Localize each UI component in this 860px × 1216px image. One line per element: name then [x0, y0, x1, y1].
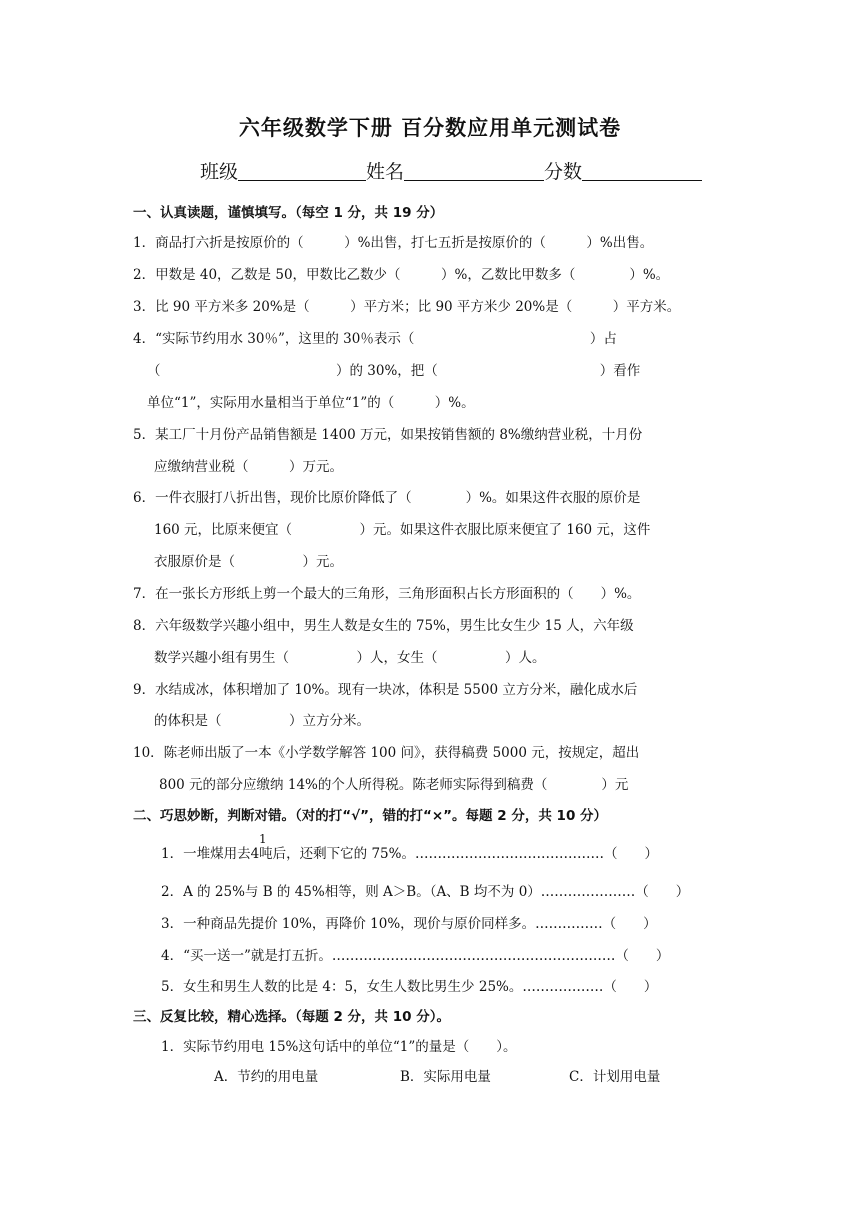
section-2-heading: 二、巧思妙断，判断对错。（对的打“√”，错的打“×”。每题 2 分，共 10 分）	[133, 808, 608, 824]
question-line: 1．商品打六折是按原价的（ ）%出售，打七五折是按原价的（ ）%出售。	[133, 235, 654, 251]
judgment-line: 1．一堆煤用去4吨后，还剩下它的 75%。……………………………………（ ）	[161, 846, 658, 862]
option-c[interactable]: C．计划用电量	[569, 1069, 661, 1085]
class-label: 班级	[200, 161, 239, 183]
question-line: 9．水结成冰，体积增加了 10%。现有一块冰，体积是 5500 立方分米，融化成水后	[133, 682, 638, 698]
question-line: （ ）的 30%，把（ ）看作	[147, 363, 641, 379]
question-line: 应缴纳营业税（ ）万元。	[154, 459, 343, 475]
question-line: 7．在一张长方形纸上剪一个最大的三角形，三角形面积占长方形面积的（ ）%。	[133, 586, 641, 602]
class-blank[interactable]	[238, 162, 366, 181]
option-b[interactable]: B．实际用电量	[400, 1069, 491, 1085]
question-line: 10．陈老师出版了一本《小学数学解答 100 问》，获得稿费 5000 元，按规定，超出	[133, 745, 640, 761]
name-blank[interactable]	[404, 162, 544, 181]
question-line: 8．六年级数学兴趣小组中，男生人数是女生的 75%，男生比女生少 15 人，六年级	[133, 618, 634, 634]
choice-question: 1．实际节约用电 15%这句话中的单位“1”的量是（ ）。	[161, 1039, 517, 1055]
question-line: 3．比 90 平方米多 20%是（ ）平方米；比 90 平方米少 20%是（ ）平方米。	[133, 299, 681, 315]
question-line: 6．一件衣服打八折出售，现价比原价降低了（ ）%。如果这件衣服的原价是	[133, 490, 641, 506]
student-info-line	[200, 157, 702, 184]
question-line: 数学兴趣小组有男生（ ）人，女生（ ）人。	[154, 650, 546, 666]
question-line: 单位“1”，实际用水量相当于单位“1”的（ ）%。	[147, 395, 475, 411]
question-line: 衣服原价是（ ）元。	[154, 554, 343, 570]
page-title: 六年级数学下册 百分数应用单元测试卷	[238, 116, 622, 140]
option-a[interactable]: A．节约的用电量	[214, 1069, 319, 1085]
section-3-heading: 三、反复比较，精心选择。（每题 2 分，共 10 分）。	[133, 1009, 450, 1025]
judgment-line: 2．A 的 25%与 B 的 45%相等，则 A＞B。（A、B 均不为 0）…………………（ ）	[161, 884, 690, 900]
judgment-line: 5．女生和男生人数的比是 4：5，女生人数比男生少 25%。………………（ ）	[161, 979, 658, 995]
question-line: 160 元，比原来便宜（ ）元。如果这件衣服比原来便宜了 160 元，这件	[154, 522, 651, 538]
score-blank[interactable]	[582, 162, 702, 181]
question-line: 的体积是（ ）立方分米。	[154, 713, 370, 729]
question-line: 4．“实际节约用水 30％”，这里的 30％表示（ ）占	[133, 331, 617, 347]
name-label: 姓名	[366, 161, 405, 183]
question-line: 800 元的部分应缴纳 14%的个人所得税。陈老师实际得到稿费（ ）元	[159, 777, 629, 793]
question-line: 5．某工厂十月份产品销售额是 1400 万元，如果按销售额的 8%缴纳营业税，十月份	[133, 427, 643, 443]
judgment-line: 4．“买一送一”就是打五折。………………………………………………………（ ）	[161, 948, 670, 964]
judgment-line: 3．一种商品先提价 10%，再降价 10%，现价与原价同样多。……………（ ）	[161, 916, 657, 932]
section-1-heading: 一、认真读题，谨慎填写。（每空 1 分，共 19 分）	[133, 205, 444, 221]
question-line: 2．甲数是 40，乙数是 50，甲数比乙数少（ ）%，乙数比甲数多（ ）%。	[133, 267, 670, 283]
score-label: 分数	[544, 161, 583, 183]
fraction-numerator: 1	[259, 832, 267, 846]
